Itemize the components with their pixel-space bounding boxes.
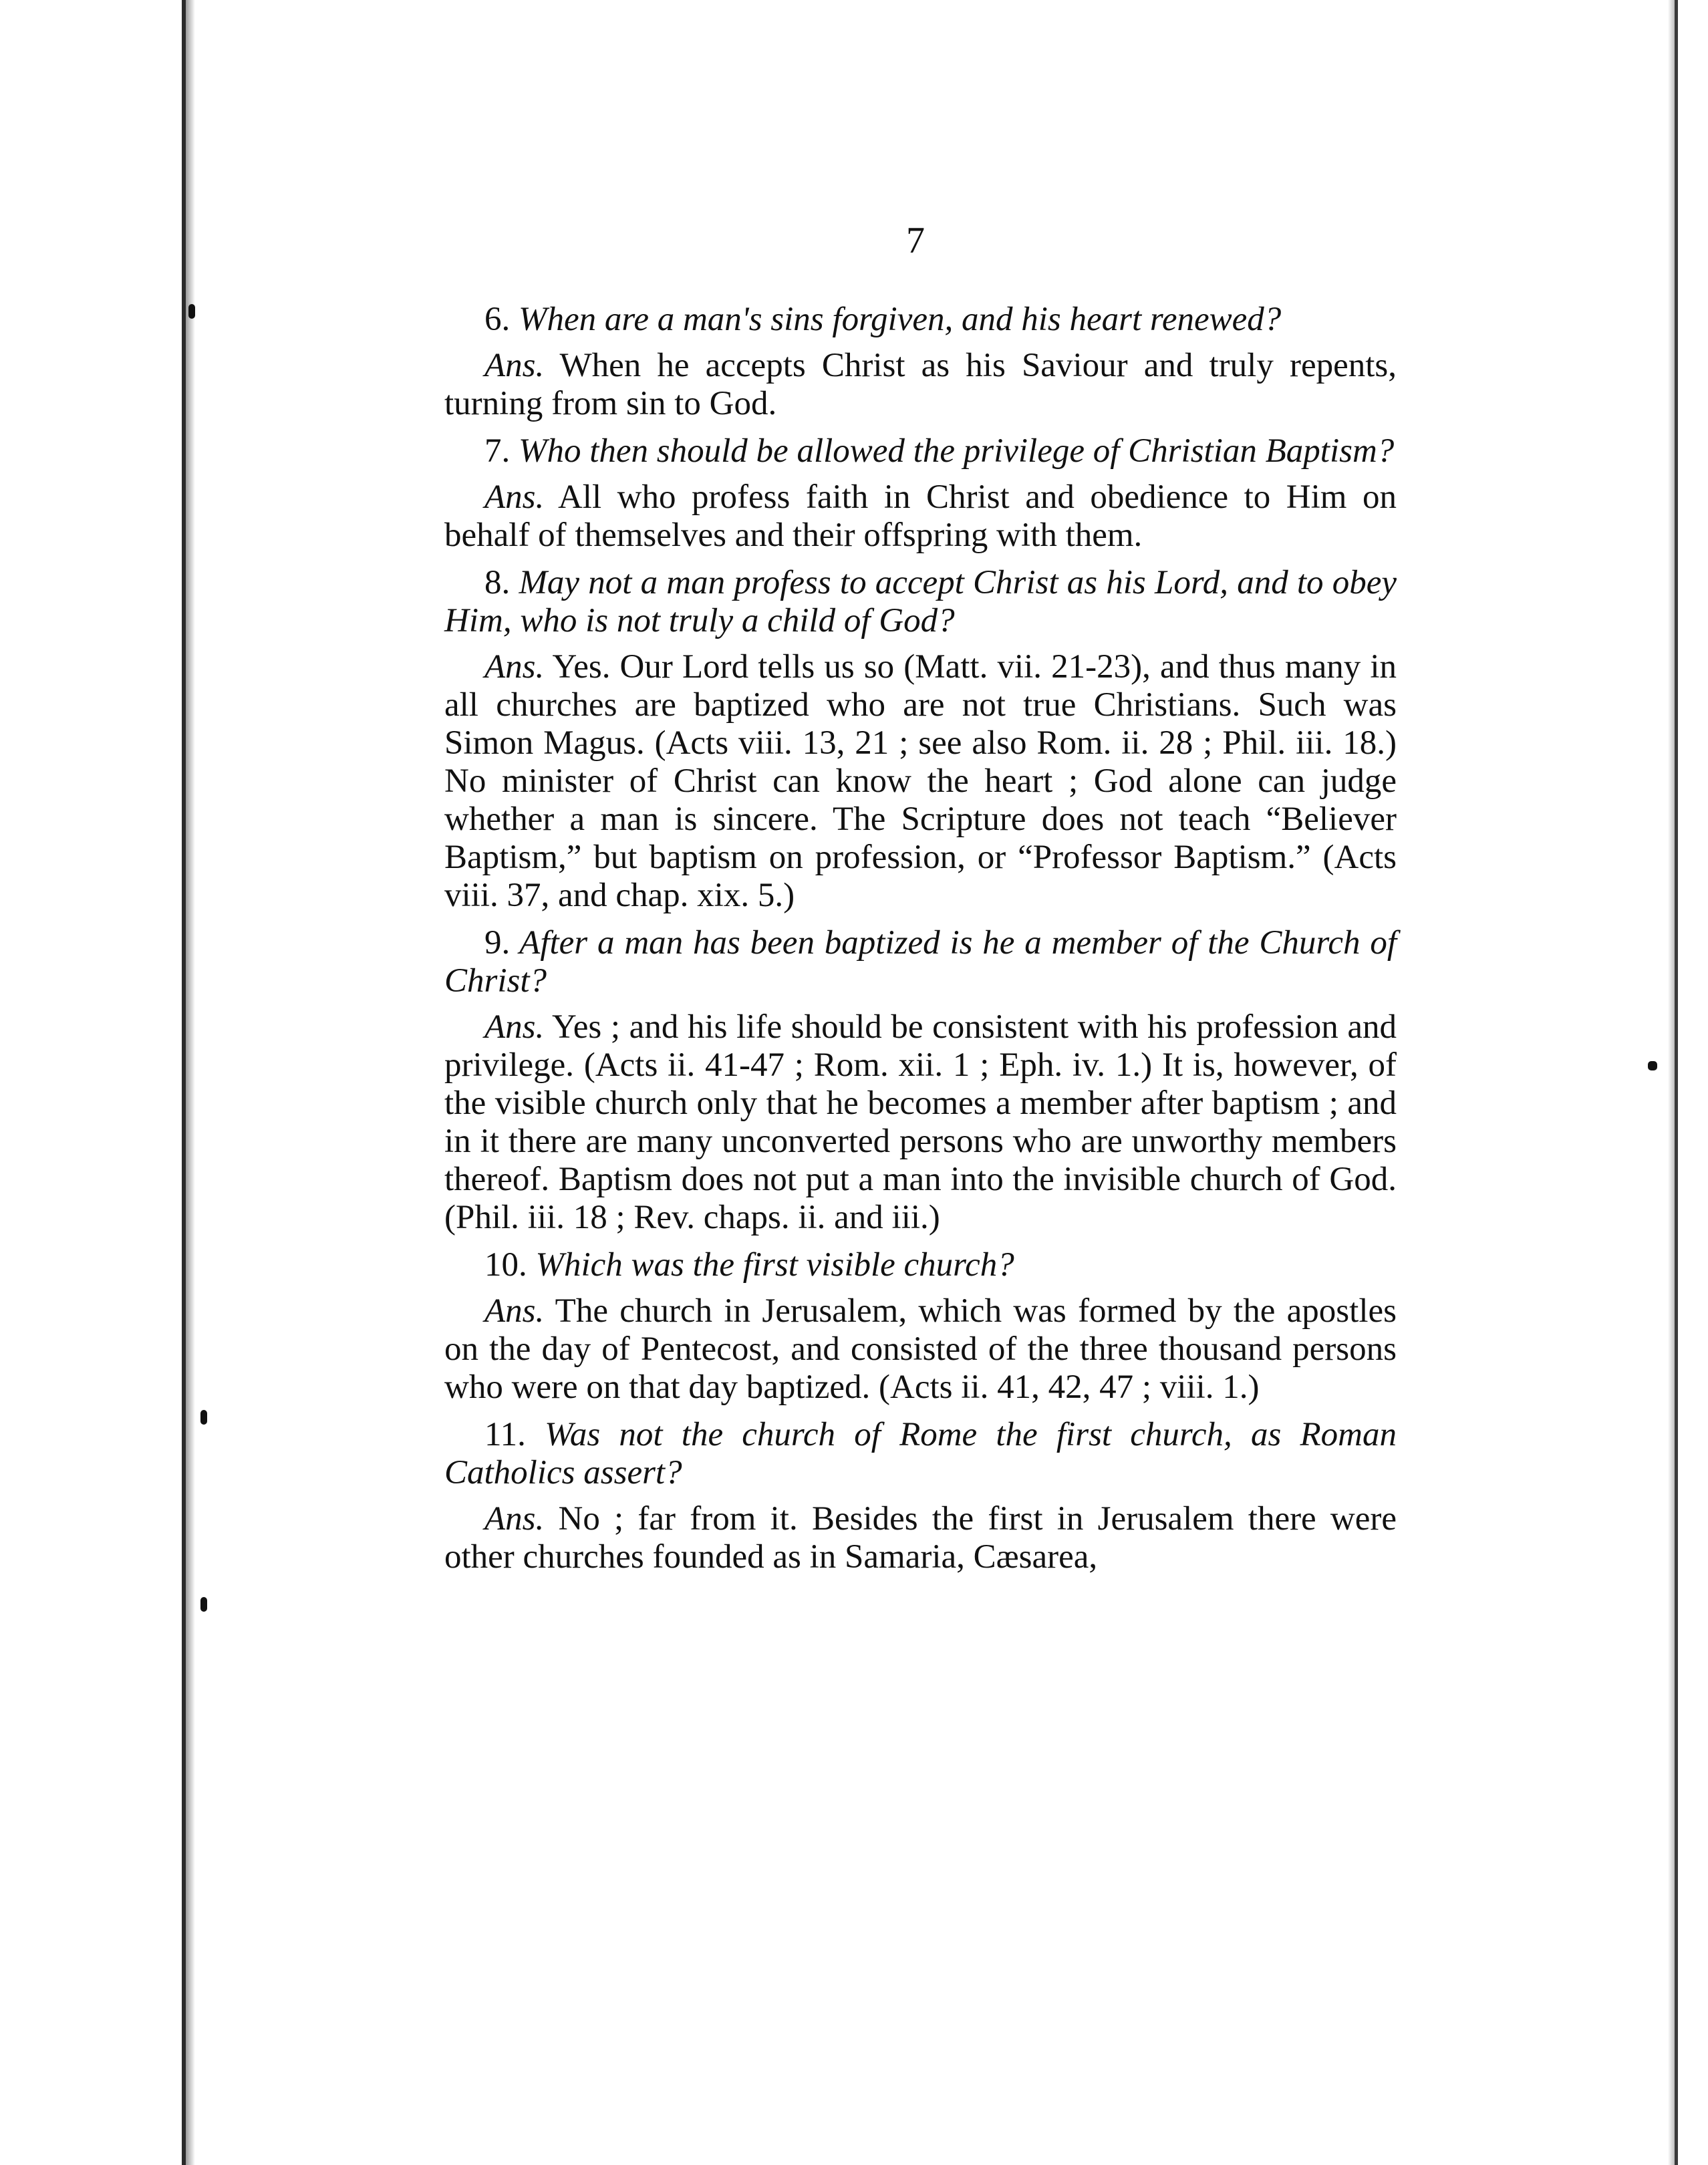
- answer-text: Yes ; and his life should be consistent with his profession and privilege. (Acts ii. 41-47 ; Rom. xii. 1 ; Eph. iv. 1.) It is, however, of the visible church only that he becomes a member after baptism ; and in it there are many unconverted persons who are unworthy members thereof. Baptism does not put a man into the invisible church of God. (Phil. iii. 18 ; Rev. chaps. ii. and iii.): [444, 1008, 1397, 1236]
- question: [444, 432, 1397, 470]
- answer: [444, 1500, 1397, 1576]
- question-number: 7.: [484, 432, 511, 470]
- answer: [444, 1008, 1397, 1237]
- answer-text: Yes. Our Lord tells us so (Matt. vii. 21-23), and thus many in all churches are baptized who are not true Christians. Such was Simon Magus. (Acts viii. 13, 21 ; see also Rom. ii. 28 ; Phil. iii. 18.) No minister of Christ can know the heart ; God alone can judge whether a man is sincere. The Scripture does not teach “Believer Baptism,” but baptism on profession, or “Professor Baptism.” (Acts viii. 37, and chap. xix. 5.): [444, 648, 1397, 914]
- answer: [444, 1292, 1397, 1407]
- answer-text: When he accepts Christ as his Saviour and truly repents, turning from sin to God.: [444, 347, 1397, 422]
- answer: [444, 347, 1397, 423]
- question: [444, 564, 1397, 640]
- question: [444, 301, 1397, 339]
- question-number: 11.: [484, 1416, 526, 1453]
- question-text: Which was the first visible church?: [535, 1246, 1014, 1284]
- answer-label: Ans.: [484, 347, 545, 384]
- answer-label: Ans.: [484, 1008, 545, 1046]
- question-number: 9.: [484, 924, 511, 962]
- qa-item: [444, 564, 1397, 915]
- question: [444, 1246, 1397, 1284]
- question-text: May not a man profess to accept Christ as his Lord, and to obey Him, who is not truly a child of God?: [444, 564, 1397, 639]
- margin-mark: [1648, 1061, 1657, 1070]
- question-number: 10.: [484, 1246, 527, 1284]
- question-text: Who then should be allowed the privilege of Christian Baptism?: [519, 432, 1395, 470]
- facing-page-edge: [0, 0, 182, 2165]
- question: [444, 924, 1397, 1000]
- qa-item: [444, 924, 1397, 1237]
- qa-item: [444, 1246, 1397, 1407]
- margin-mark: [188, 304, 195, 319]
- qa-item: [444, 301, 1397, 423]
- answer-label: Ans.: [484, 478, 545, 516]
- page-number: 7: [906, 220, 925, 261]
- catechism-text: [444, 301, 1397, 1586]
- answer-label: Ans.: [484, 1292, 545, 1330]
- answer: [444, 478, 1397, 555]
- margin-mark: [200, 1597, 207, 1612]
- gutter-shadow: [186, 0, 195, 2165]
- right-edge-shade: [1668, 0, 1675, 2165]
- answer-label: Ans.: [484, 1500, 545, 1538]
- right-page-edge: [1675, 0, 1678, 2165]
- question-number: 8.: [484, 564, 511, 601]
- qa-item: [444, 432, 1397, 555]
- answer-text: The church in Jerusalem, which was formed by the apostles on the day of Pentecost, and consisted of the three thousand persons who were on that day baptized. (Acts ii. 41, 42, 47 ; viii. 1.): [444, 1292, 1397, 1406]
- answer: [444, 648, 1397, 915]
- answer-text: No ; far from it. Besides the first in Jerusalem there were other churches founded as in Samaria, Cæsarea,: [444, 1500, 1397, 1576]
- margin-mark: [200, 1410, 207, 1425]
- question: [444, 1416, 1397, 1492]
- question-text: After a man has been baptized is he a member of the Church of Christ?: [444, 924, 1397, 1000]
- question-number: 6.: [484, 301, 511, 338]
- answer-text: All who profess faith in Christ and obedience to Him on behalf of themselves and their offspring with them.: [444, 478, 1397, 554]
- question-text: Was not the church of Rome the first church, as Roman Catholics assert?: [444, 1416, 1397, 1491]
- question-text: When are a man's sins forgiven, and his heart renewed?: [519, 301, 1282, 338]
- answer-label: Ans.: [484, 648, 545, 686]
- qa-item: [444, 1416, 1397, 1576]
